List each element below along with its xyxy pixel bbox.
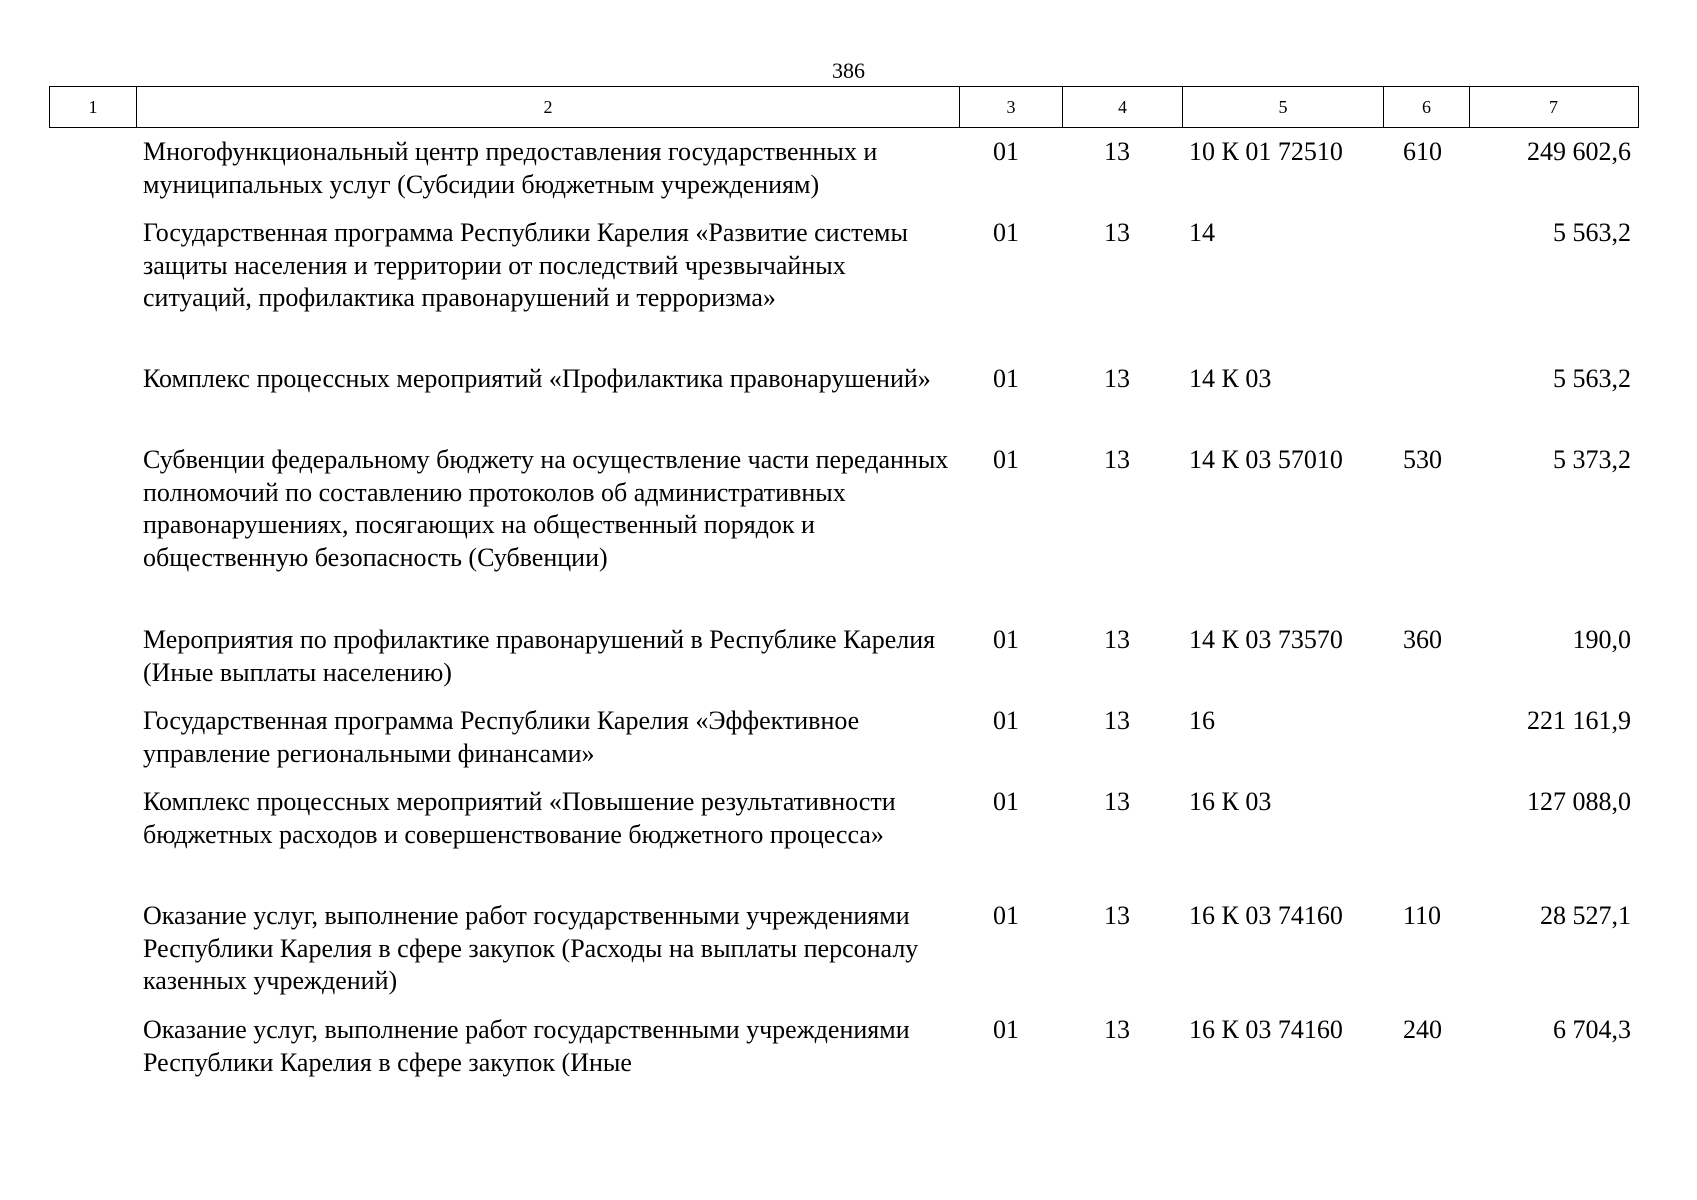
- row-subsection: 13: [1104, 445, 1130, 474]
- row-subsection: 13: [1104, 137, 1130, 166]
- header-col-1: 1: [88, 96, 98, 117]
- row-subsection: 13: [1104, 706, 1130, 735]
- row-section: 01: [993, 706, 1019, 735]
- row-target-article: 16 К 03 74160: [1189, 1015, 1343, 1044]
- row-subsection: 13: [1104, 625, 1130, 654]
- row-target-article: 16 К 03 74160: [1189, 901, 1343, 930]
- row-section: 01: [993, 364, 1019, 393]
- row-subsection: 13: [1104, 364, 1130, 393]
- row-sum: 190,0: [1572, 625, 1631, 654]
- header-col-7: 7: [1469, 87, 1637, 127]
- row-target-article: 14 К 03 73570: [1189, 625, 1343, 654]
- row-target-article: 14 К 03 57010: [1189, 445, 1343, 474]
- row-section: 01: [993, 137, 1019, 166]
- row-name: Многофункциональный центр предоставления государственных и муниципальных услуг (Субсидии бюджетным учреждениям): [143, 137, 878, 199]
- row-sum: 5 373,2: [1553, 445, 1631, 474]
- page-number: 386: [832, 58, 865, 83]
- row-sum: 6 704,3: [1553, 1015, 1631, 1044]
- row-sum: 249 602,6: [1527, 137, 1631, 166]
- row-section: 01: [993, 901, 1019, 930]
- row-sum: 221 161,9: [1527, 706, 1631, 735]
- row-subsection: 13: [1104, 1015, 1130, 1044]
- row-name: Комплекс процессных мероприятий «Профилактика правонарушений»: [143, 364, 931, 393]
- row-section: 01: [993, 787, 1019, 816]
- row-sum: 5 563,2: [1553, 364, 1631, 393]
- row-target-article: 14 К 03: [1189, 364, 1272, 393]
- row-section: 01: [993, 625, 1019, 654]
- row-name: Комплекс процессных мероприятий «Повышение результативности бюджетных расходов и совершенствование бюджетного процесса»: [143, 787, 896, 849]
- row-expense-type: 610: [1403, 137, 1442, 166]
- row-expense-type: 530: [1403, 445, 1442, 474]
- row-expense-type: 240: [1403, 1015, 1442, 1044]
- row-section: 01: [993, 445, 1019, 474]
- row-name: Государственная программа Республики Карелия «Развитие системы защиты населения и территории от последствий чрезвычайных ситуаций, профилактика правонарушений и терроризма»: [143, 218, 908, 312]
- header-col-3: 3: [959, 87, 1062, 127]
- row-expense-type: 360: [1403, 625, 1442, 654]
- row-subsection: 13: [1104, 901, 1130, 930]
- row-name: Государственная программа Республики Карелия «Эффективное управление региональными финансами»: [143, 706, 860, 768]
- row-sum: 28 527,1: [1540, 901, 1631, 930]
- row-target-article: 16 К 03: [1189, 787, 1272, 816]
- header-col-2: 2: [136, 87, 959, 127]
- row-name: Мероприятия по профилактике правонарушений в Республике Карелия (Иные выплаты населению): [143, 625, 936, 687]
- row-section: 01: [993, 1015, 1019, 1044]
- header-col-4: 4: [1062, 87, 1182, 127]
- row-sum: 127 088,0: [1527, 787, 1631, 816]
- row-sum: 5 563,2: [1553, 218, 1631, 247]
- row-section: 01: [993, 218, 1019, 247]
- row-subsection: 13: [1104, 787, 1130, 816]
- header-col-5: 5: [1182, 87, 1383, 127]
- row-target-article: 10 К 01 72510: [1189, 137, 1343, 166]
- row-name: Субвенции федеральному бюджету на осуществление части переданных полномочий по составлению протоколов об административных правонарушениях, посягающих на общественный порядок и общественную безопасность (Субвенции): [143, 445, 949, 572]
- row-name: Оказание услуг, выполнение работ государственными учреждениями Республики Карелия в сфере закупок (Иные: [143, 1015, 910, 1077]
- row-expense-type: 110: [1403, 901, 1442, 930]
- table-header: [49, 86, 1639, 128]
- row-subsection: 13: [1104, 218, 1130, 247]
- row-target-article: 16: [1189, 706, 1215, 735]
- row-target-article: 14: [1189, 218, 1215, 247]
- header-col-6: 6: [1383, 87, 1469, 127]
- row-name: Оказание услуг, выполнение работ государственными учреждениями Республики Карелия в сфере закупок (Расходы на выплаты персоналу казенных учреждений): [143, 901, 919, 995]
